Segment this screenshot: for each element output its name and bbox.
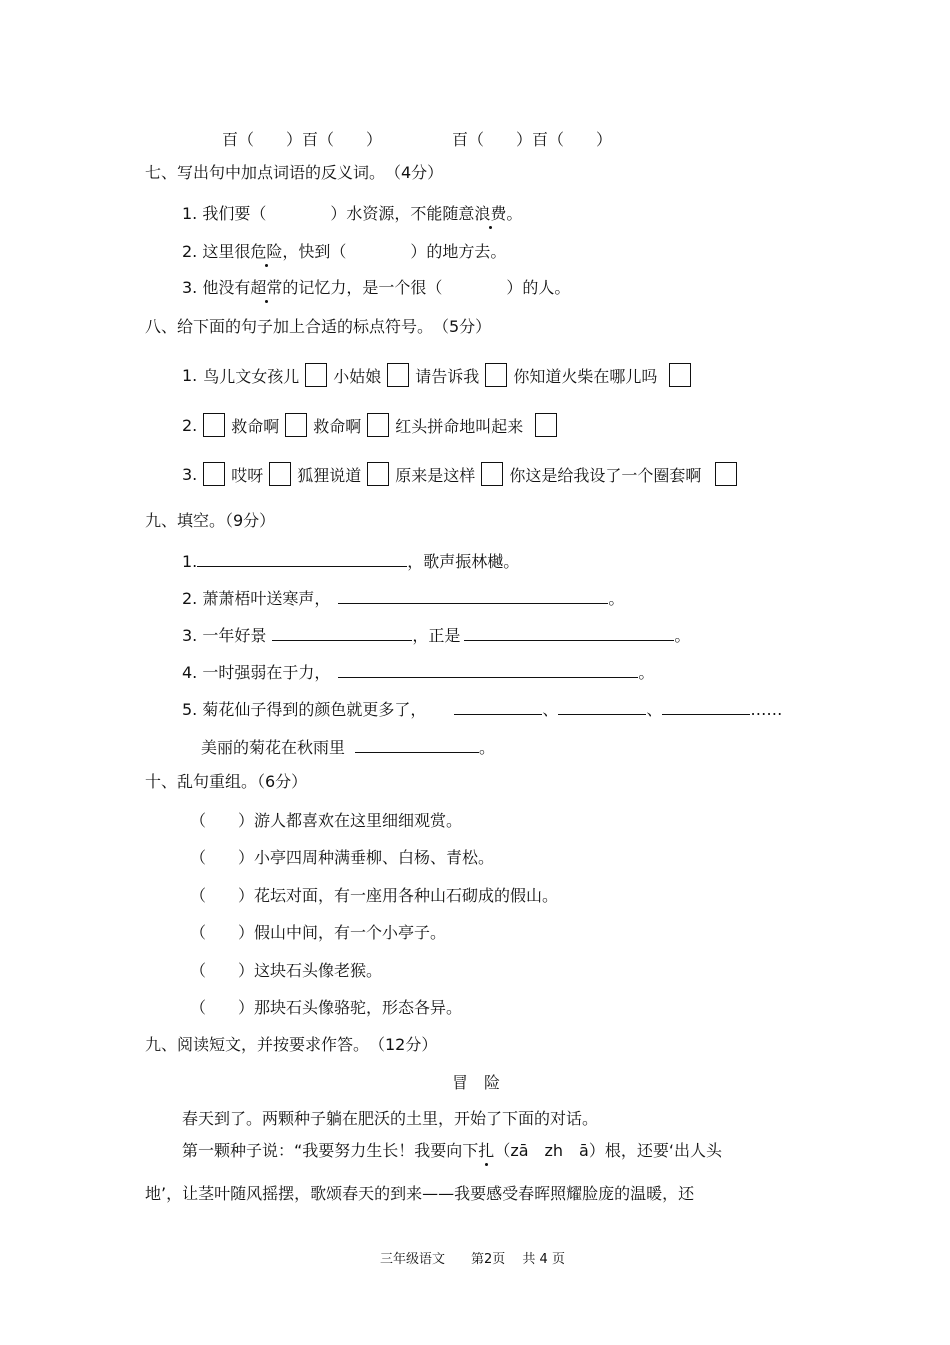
story-title: 冒 险 <box>452 1073 501 1092</box>
punct-box[interactable] <box>285 413 307 437</box>
blank[interactable] <box>338 661 638 678</box>
blank[interactable] <box>197 550 407 567</box>
blank[interactable] <box>338 587 608 604</box>
blank[interactable] <box>454 698 542 715</box>
row-number: 2. <box>182 415 198 435</box>
punct-box[interactable] <box>535 413 557 437</box>
punct-box[interactable] <box>367 462 389 486</box>
section-10-title: 十、乱句重组。（6分） <box>145 772 308 791</box>
row-number: 1. <box>182 365 198 385</box>
dotted-word: 浪费 <box>474 204 507 223</box>
phrase: 原来是这样 <box>395 465 476 485</box>
reorder-item: （ ）假山中间，有一个小亭子。 <box>190 923 447 942</box>
punct-box[interactable] <box>669 363 691 387</box>
phrase: 鸟儿文女孩儿 <box>203 366 300 386</box>
dotted-word: 扎 <box>478 1141 495 1160</box>
phrase: 狐狸说道 <box>297 465 362 485</box>
punct-box[interactable] <box>367 413 389 437</box>
punct-box[interactable] <box>485 363 507 387</box>
blank[interactable] <box>558 698 646 715</box>
punct-box[interactable] <box>715 462 737 486</box>
punct-box[interactable] <box>481 462 503 486</box>
phrase: 你知道火柴在哪儿吗 <box>513 366 658 386</box>
reorder-item: （ ）小亭四周种满垂柳、白杨、青松。 <box>190 848 495 867</box>
punct-box[interactable] <box>203 413 225 437</box>
phrase: 救命啊 <box>313 416 362 436</box>
section-reading-title: 九、阅读短文，并按要求作答。 （12分） <box>145 1035 438 1054</box>
blank[interactable] <box>272 624 412 641</box>
phrase: 你这是给我设了一个圈套啊 <box>509 465 702 485</box>
fill-line-2: 2. 萧萧梧叶送寒声， 。 <box>182 589 625 608</box>
sec7-item-1: 1. 我们要（ ）水资源，不能随意浪费。 <box>182 204 523 223</box>
section-7-title: 七、写出句中加点词语的反义词。 （4分） <box>145 163 444 182</box>
row-number: 3. <box>182 464 198 484</box>
reorder-item: （ ）花坛对面，有一座用各种山石砌成的假山。 <box>190 886 559 905</box>
phrase: 救命啊 <box>231 416 280 436</box>
punct-box[interactable] <box>387 363 409 387</box>
phrase: 哎呀 <box>231 465 264 485</box>
page-footer: 三年级语文 第2页 共 4 页 <box>380 1252 565 1267</box>
top-row-left: 百（ ）百（ ） <box>222 130 383 149</box>
punct-row-2 <box>182 413 557 437</box>
punct-box[interactable] <box>269 462 291 486</box>
punct-row-1 <box>182 363 691 387</box>
fill-line-3: 3. 一年好景 ，正是 。 <box>182 626 691 645</box>
reorder-item: （ ）那块石头像骆驼，形态各异。 <box>190 998 463 1017</box>
dotted-word: 超常 <box>250 278 283 297</box>
fill-line-4: 4. 一时强弱在于力， 。 <box>182 663 655 682</box>
phrase: 请告诉我 <box>415 366 480 386</box>
blank[interactable] <box>662 698 750 715</box>
fill-line-6: 美丽的菊花在秋雨里 。 <box>201 738 496 757</box>
phrase: 小姑娘 <box>333 366 382 386</box>
story-paragraph-2: 第一颗种子说：“我要努力生长！我要向下扎（zā zh ā）根，还要‘出人头 <box>182 1141 722 1160</box>
blank[interactable] <box>355 736 479 753</box>
reorder-item: （ ）游人都喜欢在这里细细观赏。 <box>190 811 463 830</box>
punct-box[interactable] <box>305 363 327 387</box>
punct-box[interactable] <box>203 462 225 486</box>
phrase: 红头拼命地叫起来 <box>395 416 524 436</box>
section-8-title: 八、给下面的句子加上合适的标点符号。 （5分） <box>145 317 492 336</box>
sec7-item-2: 2. 这里很危险，快到（ ）的地方去。 <box>182 242 507 261</box>
top-row-right: 百（ ）百（ ） <box>452 130 613 149</box>
blank[interactable] <box>464 624 674 641</box>
fill-line-1: 1. ，歌声振林樾。 <box>182 552 520 571</box>
story-paragraph-1: 春天到了。两颗种子躺在肥沃的土里，开始了下面的对话。 <box>182 1109 599 1128</box>
punct-row-3 <box>182 462 737 486</box>
sec7-item-3: 3. 他没有超常的记忆力，是一个很（ ）的人。 <box>182 278 571 297</box>
dotted-word: 危险 <box>250 242 283 261</box>
fill-line-5: 5. 菊花仙子得到的颜色就更多了， 、 、 …… <box>182 700 783 719</box>
reorder-item: （ ）这块石头像老猴。 <box>190 961 383 980</box>
story-paragraph-3: 地’，让茎叶随风摇摆，歌颂春天的到来——我要感受春晖照耀脸庞的温暖，还 <box>145 1184 695 1203</box>
section-9-title: 九、填空。（9分） <box>145 511 276 530</box>
